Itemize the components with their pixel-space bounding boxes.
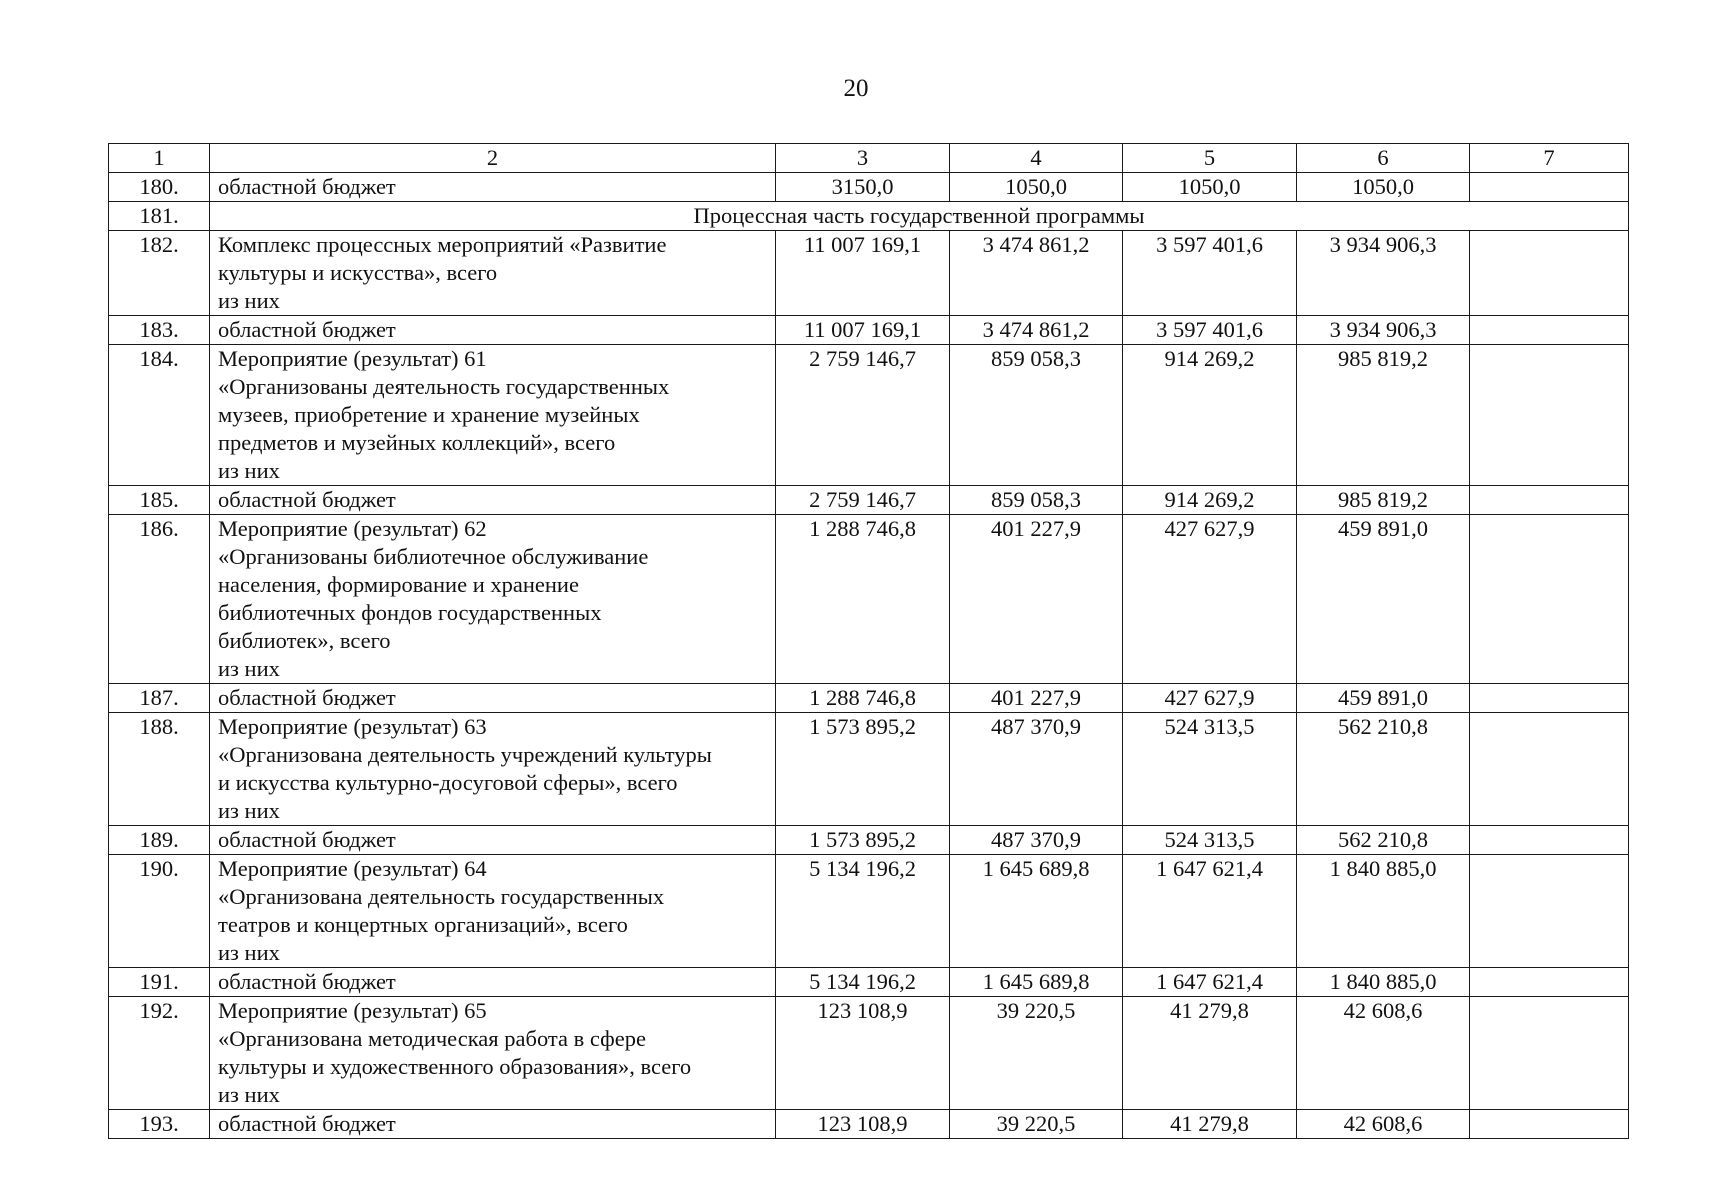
- header-cell: 7: [1470, 144, 1629, 173]
- value-cell-4: 487 370,9: [950, 826, 1123, 855]
- row-number: 181.: [109, 202, 210, 231]
- row-number: 189.: [109, 826, 210, 855]
- row-number: 187.: [109, 684, 210, 713]
- value-cell-7: [1470, 826, 1629, 855]
- table-body: [109, 144, 1629, 1139]
- row-name: Мероприятие (результат) 61 «Организованы деятельность государственных музеев, приобретение и хранение музейных предметов и музейных коллекций», всего из них: [210, 345, 776, 486]
- value-cell-5: 427 627,9: [1123, 515, 1297, 684]
- value-cell-3: 3150,0: [776, 173, 950, 202]
- value-cell-5: 1 647 621,4: [1123, 968, 1297, 997]
- table-row: [109, 486, 1629, 515]
- header-cell: 6: [1297, 144, 1470, 173]
- value-cell-3: 1 573 895,2: [776, 713, 950, 826]
- row-number: 182.: [109, 231, 210, 316]
- value-cell-3: 1 288 746,8: [776, 684, 950, 713]
- value-cell-3: 2 759 146,7: [776, 345, 950, 486]
- value-cell-4: 401 227,9: [950, 684, 1123, 713]
- value-cell-6: 3 934 906,3: [1297, 231, 1470, 316]
- value-cell-7: [1470, 345, 1629, 486]
- value-cell-3: 5 134 196,2: [776, 968, 950, 997]
- value-cell-4: 1050,0: [950, 173, 1123, 202]
- value-cell-6: 1 840 885,0: [1297, 855, 1470, 968]
- section-row: [109, 202, 1629, 231]
- value-cell-4: 39 220,5: [950, 1110, 1123, 1139]
- table-row: [109, 316, 1629, 345]
- value-cell-3: 123 108,9: [776, 1110, 950, 1139]
- value-cell-3: 1 288 746,8: [776, 515, 950, 684]
- table-row: [109, 713, 1629, 826]
- row-name: областной бюджет: [210, 684, 776, 713]
- value-cell-7: [1470, 173, 1629, 202]
- row-name: областной бюджет: [210, 826, 776, 855]
- value-cell-3: 11 007 169,1: [776, 231, 950, 316]
- value-cell-7: [1470, 486, 1629, 515]
- value-cell-5: 3 597 401,6: [1123, 316, 1297, 345]
- row-name: областной бюджет: [210, 316, 776, 345]
- value-cell-5: 914 269,2: [1123, 345, 1297, 486]
- value-cell-6: 562 210,8: [1297, 713, 1470, 826]
- value-cell-7: [1470, 515, 1629, 684]
- row-number: 185.: [109, 486, 210, 515]
- value-cell-4: 859 058,3: [950, 345, 1123, 486]
- value-cell-6: 985 819,2: [1297, 345, 1470, 486]
- value-cell-4: 859 058,3: [950, 486, 1123, 515]
- table-row: [109, 345, 1629, 486]
- value-cell-4: 1 645 689,8: [950, 855, 1123, 968]
- row-number: 184.: [109, 345, 210, 486]
- table-row: [109, 1110, 1629, 1139]
- table-row: [109, 997, 1629, 1110]
- value-cell-4: 3 474 861,2: [950, 231, 1123, 316]
- value-cell-6: 985 819,2: [1297, 486, 1470, 515]
- header-cell: 5: [1123, 144, 1297, 173]
- table-header-row: [109, 144, 1629, 173]
- value-cell-3: 1 573 895,2: [776, 826, 950, 855]
- value-cell-7: [1470, 684, 1629, 713]
- value-cell-7: [1470, 968, 1629, 997]
- row-name: областной бюджет: [210, 486, 776, 515]
- value-cell-7: [1470, 231, 1629, 316]
- row-name: областной бюджет: [210, 173, 776, 202]
- header-cell: 4: [950, 144, 1123, 173]
- row-number: 192.: [109, 997, 210, 1110]
- value-cell-5: 3 597 401,6: [1123, 231, 1297, 316]
- value-cell-5: 41 279,8: [1123, 997, 1297, 1110]
- value-cell-4: 487 370,9: [950, 713, 1123, 826]
- value-cell-5: 427 627,9: [1123, 684, 1297, 713]
- table-row: [109, 173, 1629, 202]
- table-row: [109, 826, 1629, 855]
- value-cell-6: 459 891,0: [1297, 515, 1470, 684]
- row-name: Мероприятие (результат) 65 «Организована методическая работа в сфере культуры и художественного образования», всего из них: [210, 997, 776, 1110]
- row-name: областной бюджет: [210, 1110, 776, 1139]
- value-cell-4: 3 474 861,2: [950, 316, 1123, 345]
- row-number: 186.: [109, 515, 210, 684]
- table-row: [109, 231, 1629, 316]
- row-number: 193.: [109, 1110, 210, 1139]
- value-cell-5: 524 313,5: [1123, 713, 1297, 826]
- row-number: 191.: [109, 968, 210, 997]
- header-cell: 3: [776, 144, 950, 173]
- value-cell-6: 42 608,6: [1297, 1110, 1470, 1139]
- value-cell-6: 42 608,6: [1297, 997, 1470, 1110]
- table-row: [109, 515, 1629, 684]
- value-cell-6: 3 934 906,3: [1297, 316, 1470, 345]
- table-row: [109, 684, 1629, 713]
- value-cell-4: 1 645 689,8: [950, 968, 1123, 997]
- row-number: 183.: [109, 316, 210, 345]
- value-cell-7: [1470, 997, 1629, 1110]
- value-cell-5: 1050,0: [1123, 173, 1297, 202]
- value-cell-4: 401 227,9: [950, 515, 1123, 684]
- section-title: Процессная часть государственной программы: [210, 202, 1629, 231]
- value-cell-5: 524 313,5: [1123, 826, 1297, 855]
- row-name: Комплекс процессных мероприятий «Развитие культуры и искусства», всего из них: [210, 231, 776, 316]
- value-cell-7: [1470, 1110, 1629, 1139]
- value-cell-5: 41 279,8: [1123, 1110, 1297, 1139]
- page-number: 20: [843, 75, 869, 102]
- header-cell: 1: [109, 144, 210, 173]
- row-name: Мероприятие (результат) 62 «Организованы библиотечное обслуживание населения, формирование и хранение библиотечных фондов государственных библиотек», всего из них: [210, 515, 776, 684]
- value-cell-5: 1 647 621,4: [1123, 855, 1297, 968]
- value-cell-3: 11 007 169,1: [776, 316, 950, 345]
- row-name: Мероприятие (результат) 63 «Организована деятельность учреждений культуры и искусства культурно-досуговой сферы», всего из них: [210, 713, 776, 826]
- table-row: [109, 855, 1629, 968]
- header-cell: 2: [210, 144, 776, 173]
- value-cell-3: 5 134 196,2: [776, 855, 950, 968]
- value-cell-3: 123 108,9: [776, 997, 950, 1110]
- table-row: [109, 968, 1629, 997]
- value-cell-6: 1050,0: [1297, 173, 1470, 202]
- row-number: 188.: [109, 713, 210, 826]
- value-cell-6: 562 210,8: [1297, 826, 1470, 855]
- value-cell-7: [1470, 855, 1629, 968]
- row-name: Мероприятие (результат) 64 «Организована деятельность государственных театров и концертных организаций», всего из них: [210, 855, 776, 968]
- value-cell-4: 39 220,5: [950, 997, 1123, 1110]
- value-cell-7: [1470, 713, 1629, 826]
- row-number: 180.: [109, 173, 210, 202]
- value-cell-6: 459 891,0: [1297, 684, 1470, 713]
- budget-table: [108, 143, 1629, 1139]
- value-cell-6: 1 840 885,0: [1297, 968, 1470, 997]
- value-cell-3: 2 759 146,7: [776, 486, 950, 515]
- row-name: областной бюджет: [210, 968, 776, 997]
- value-cell-5: 914 269,2: [1123, 486, 1297, 515]
- value-cell-7: [1470, 316, 1629, 345]
- row-number: 190.: [109, 855, 210, 968]
